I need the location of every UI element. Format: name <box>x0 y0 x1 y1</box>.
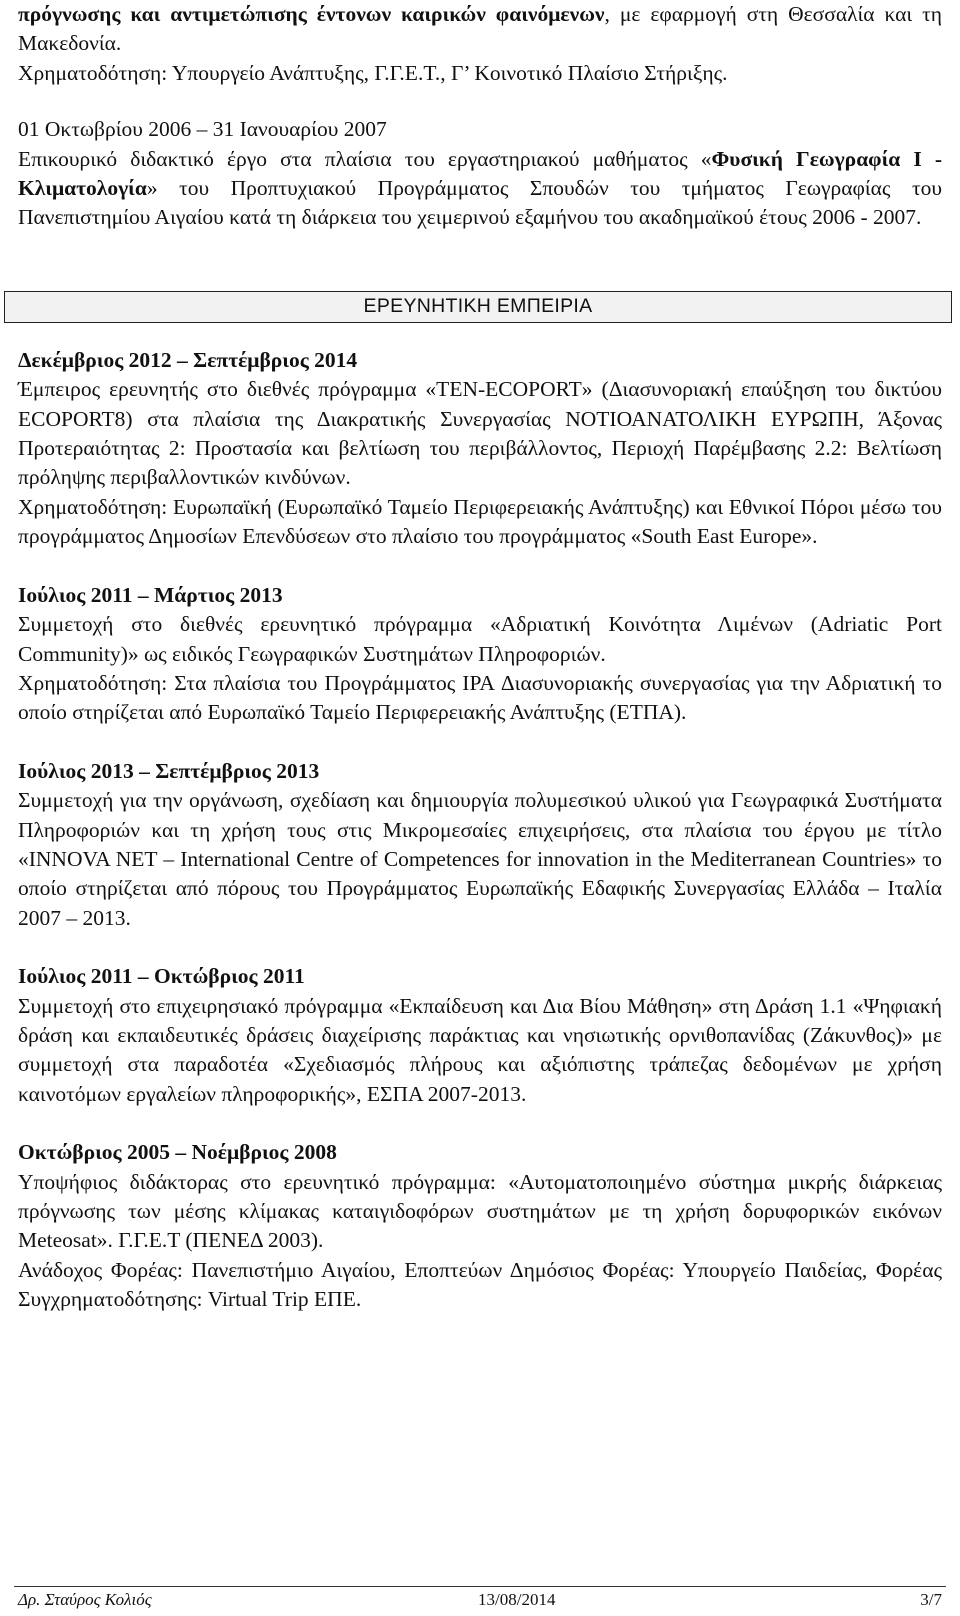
entry-funding: Ανάδοχος Φορέας: Πανεπιστήμιο Αιγαίου, Εποπτεύων Δημόσιος Φορέας: Υπουργείο Παιδείας, Φορέας Συγχρηματοδότησης: Virtual Trip ΕΠΕ. <box>18 1257 942 1312</box>
entry <box>18 962 942 1109</box>
section-title-research: ΕΡΕΥΝΗΤΙΚΗ ΕΜΠΕΙΡΙΑ <box>4 291 952 323</box>
entry-text: Έμπειρος ερευνητής στο διεθνές πρόγραμμα «TEN-ECOPORT» (Διασυνοριακή επαύξηση του δικτύου ECOPORT8) στα πλαίσια της Διακρατικής Συνεργασίας ΝΟΤΙΟΑΝΑΤΟΛΙΚΗ ΕΥΡΩΠΗ, Άξονας Προτεραιότητας 2: Προστασία και βελτίωση του περιβάλλοντος, Περιοχή Παρέμβασης 2.2: Βελτίωση πρόληψης περιβαλλοντικών κινδύνων. <box>18 377 942 490</box>
teaching-text <box>18 145 942 233</box>
entry-date: Ιούλιος 2011 – Μάρτιος 2013 <box>18 582 283 607</box>
entry <box>18 757 942 933</box>
entry-funding: Χρηματοδότηση: Ευρωπαϊκή (Ευρωπαϊκό Ταμείο Περιφερειακής Ανάπτυξης) και Εθνικοί Πόροι μέσω του προγράμματος Δημοσίων Επενδύσεων στο πλαίσιο του προγράμματος «South East Europe». <box>18 494 942 549</box>
entry <box>18 1138 942 1314</box>
footer-date: 13/08/2014 <box>478 1590 556 1609</box>
entry-date: Δεκέμβριος 2012 – Σεπτέμβριος 2014 <box>18 347 358 372</box>
teaching-block <box>18 115 942 233</box>
intro-bold-text: πρόγνωσης και αντιμετώπισης έντονων καιρικών φαινόμενων <box>18 2 605 26</box>
intro-paragraph <box>18 0 942 59</box>
entry-text: Συμμετοχή στο επιχειρησιακό πρόγραμμα «Εκπαίδευση και Δια Βίου Μάθηση» στη Δράση 1.1 «Ψηφιακή δράση και εκπαιδευτικές δράσεις διαχείρισης παράκτιας και νησιωτικής ορνιθοπανίδας (Ζάκυνθος)» με συμμετοχή στα παραδοτέα «Σχεδιασμός πλήρους και αξιόπιστης τράπεζας δεδομένων με χρήση καινοτόμων εργαλείων πληροφορικής», ΕΣΠΑ 2007-2013. <box>18 993 942 1106</box>
footer-author: Δρ. Σταύρος Κολιός <box>18 1590 152 1609</box>
teaching-text-pre: Επικουρικό διδακτικό έργο στα πλαίσια του εργαστηριακού μαθήματος « <box>18 146 712 171</box>
entry <box>18 581 942 728</box>
page-footer <box>0 1586 960 1616</box>
intro-block <box>18 0 942 88</box>
intro-funding: Χρηματοδότηση: Υπουργείο Ανάπτυξης, Γ.Γ.Ε.Τ., Γ’ Κοινοτικό Πλαίσιο Στήριξης. <box>18 60 728 85</box>
entry-funding: Χρηματοδότηση: Στα πλαίσια του Προγράμματος IPA Διασυνοριακής συνεργασίας για την Αδριατική το οποίο στηρίζεται από Ευρωπαϊκό Ταμείο Περιφερειακής Ανάπτυξης (ΕΤΠΑ). <box>18 670 942 725</box>
teaching-text-post: » του Προπτυχιακού Προγράμματος Σπουδών του τμήματος Γεωγραφίας του Πανεπιστημίου Αιγαίου κατά τη διάρκεια του χειμερινού εξαμήνου του ακαδημαϊκού έτους 2006 - 2007. <box>18 176 942 230</box>
entry-date: Ιούλιος 2011 – Οκτώβριος 2011 <box>18 964 305 989</box>
cv-page <box>18 0 942 1315</box>
entry-text: Υποψήφιος διδάκτορας στο ερευνητικό πρόγραμμα: «Αυτοματοποιημένο σύστημα μικρής διάρκειας πρόγνωσης των μέσης κλίμακας καταιγιδοφόρων συστημάτων με τη χρήση δορυφορικών εικόνων Meteosat». Γ.Γ.Ε.Τ (ΠΕΝΕΔ 2003). <box>18 1169 942 1253</box>
footer-page-number: 3/7 <box>920 1590 942 1609</box>
entry <box>18 346 942 552</box>
entry-text: Συμμετοχή στο διεθνές ερευνητικό πρόγραμμα «Αδριατική Κοινότητα Λιμένων (Adriatic Port Community)» ως ειδικός Γεωγραφικών Συστημάτων Πληροφοριών. <box>18 612 942 666</box>
teaching-date: 01 Οκτωβρίου 2006 – 31 Ιανουαρίου 2007 <box>18 117 387 142</box>
teaching-course-name: Φυσική Γεωγραφία Ι - Κλιματολογία <box>18 146 942 201</box>
footer-divider <box>14 1586 946 1587</box>
entry-date: Ιούλιος 2013 – Σεπτέμβριος 2013 <box>18 758 320 783</box>
entry-text: Συμμετοχή για την οργάνωση, σχεδίαση και δημιουργία πολυμεσικού υλικού για Γεωγραφικά Συστήματα Πληροφοριών και τη χρήση τους στις Μικρομεσαίες επιχειρήσεις, στα πλαίσια του έργου με τίτλο «INNOVA NET – International Centre of Competences for innovation in the Mediterranean Countries» το οποίο στηρίζεται από πόρους του Προγράμματος Ευρωπαϊκής Εδαφικής Συνεργασίας Ελλάδα – Ιταλία 2007 – 2013. <box>18 788 942 930</box>
entry-date: Οκτώβριος 2005 – Νοέμβριος 2008 <box>18 1140 337 1165</box>
intro-text: , με εφαρμογή στη Θεσσαλία και τη Μακεδονία. <box>18 2 943 56</box>
